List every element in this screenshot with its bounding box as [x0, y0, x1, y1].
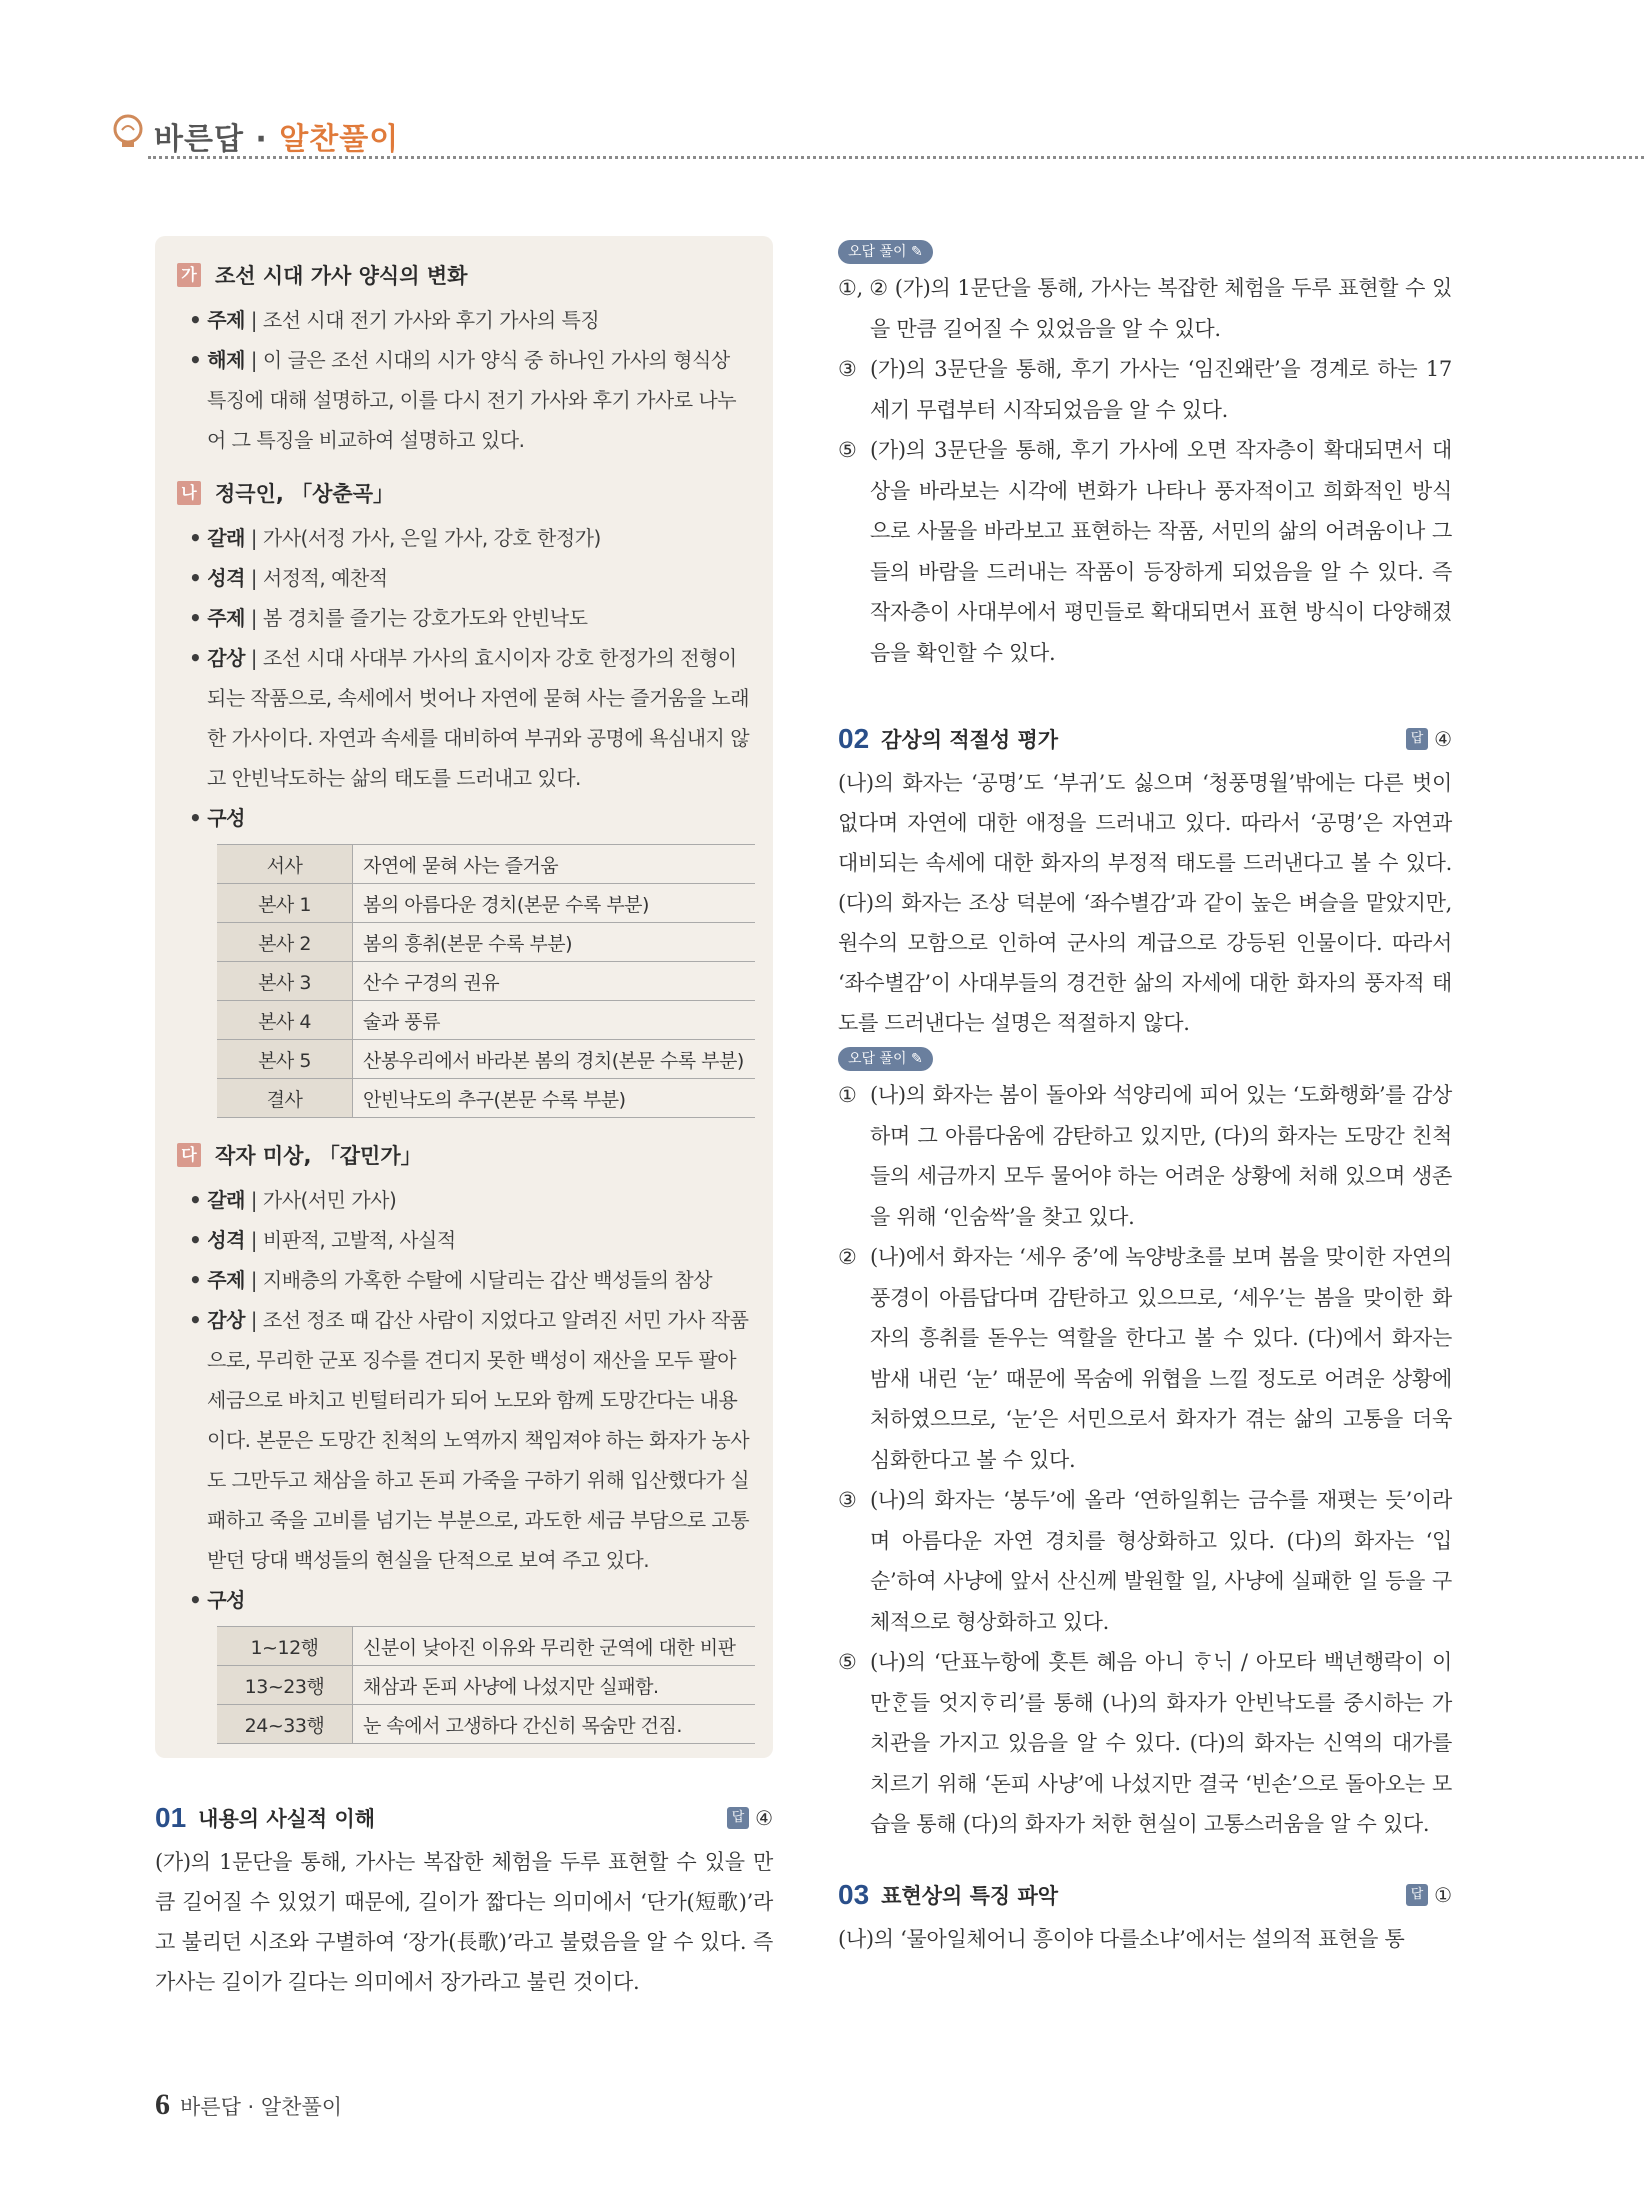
- question-title: 감상의 적절성 평가: [881, 728, 1059, 752]
- wrong-answer-item: [838, 1480, 1452, 1642]
- explanation-text: (나)의 화자는 ‘공명’도 ‘부귀’도 싫으며 ‘청풍명월’밖에는 다른 벗이 없다며 자연에 대한 애정을 드러내고 있다. 따라서 ‘공명’은 자연과 대비되는 속세에 대한 화자의 부정적 태도를 드러낸다고 볼 수 있다. (다)의 화자는 조상 덕분에 ‘좌수별감’과 같이 높은 벼슬을 맡았지만, 원수의 모함으로 인하여 군사의 계급으로 강등된 인물이다. 따라서 ‘좌수별감’이 사대부들의 경건한 삶의 자세에 대한 화자의 풍자적 태도를 드러낸다는 설명은 적절하지 않다.: [838, 771, 1452, 1035]
- structure-content: 봄의 아름다운 경치(본문 수록 부분): [353, 884, 756, 923]
- choice-number: ②: [838, 1245, 857, 1269]
- structure-content: 눈 속에서 고생하다 간신히 목숨만 건짐.: [353, 1705, 756, 1744]
- choice-number: ⑤: [838, 1650, 857, 1674]
- section-da-heading: [177, 1140, 751, 1170]
- section-tag: 나: [177, 481, 201, 505]
- struct-label: • 구성: [189, 806, 245, 830]
- answer-value: ①: [1434, 1882, 1452, 1907]
- commentary-box: [155, 236, 773, 1758]
- lightbulb-icon: [108, 112, 148, 152]
- structure-content: 산봉우리에서 바라본 봄의 경치(본문 수록 부분): [353, 1040, 756, 1079]
- choice-number: ①, ②: [838, 276, 888, 300]
- right-column: [838, 236, 1452, 1959]
- table-row: [217, 1627, 755, 1666]
- wrong-answer-item: [838, 349, 1452, 430]
- item-separator: |: [244, 606, 263, 630]
- table-row: [217, 1040, 755, 1079]
- choice-number: ③: [838, 1488, 857, 1512]
- question-number: 03: [838, 1878, 870, 1910]
- question-03: [838, 1879, 1452, 1959]
- header-title: 바른답 · 알찬풀이: [154, 122, 400, 157]
- item-text: 봄 경치를 즐기는 강호가도와 안빈낙도: [262, 606, 588, 630]
- structure-part: 결사: [217, 1079, 353, 1118]
- answer-value: ④: [1434, 727, 1452, 751]
- question-02: [838, 723, 1452, 1845]
- wrong-answer-item: [838, 430, 1452, 673]
- bullet: •: [189, 646, 202, 670]
- answer-indicator: [1406, 1883, 1452, 1907]
- answer-badge: 답: [727, 1807, 749, 1829]
- item-separator: |: [244, 1228, 263, 1252]
- section-ga-heading: [177, 260, 751, 290]
- choice-number: ⑤: [838, 438, 857, 462]
- structure-part: 본사 3: [217, 962, 353, 1001]
- question-01: [155, 1802, 773, 2002]
- item-label: 감상: [207, 646, 245, 670]
- table-row: [217, 845, 755, 884]
- info-item: [177, 340, 751, 460]
- item-label: 주제: [207, 308, 245, 332]
- page-number: 6: [155, 2088, 170, 2121]
- item-text: 조선 시대 전기 가사와 후기 가사의 특징: [262, 308, 600, 332]
- structure-part: 본사 1: [217, 884, 353, 923]
- section-tag: 가: [177, 263, 201, 287]
- item-label: 갈래: [207, 526, 245, 550]
- choice-number: ③: [838, 357, 857, 381]
- item-label: 갈래: [207, 1188, 245, 1212]
- info-item: [177, 638, 751, 798]
- structure-content: 안빈낙도의 추구(본문 수록 부분): [353, 1079, 756, 1118]
- item-separator: |: [244, 308, 263, 332]
- structure-part: 13~23행: [217, 1666, 353, 1705]
- structure-table: [217, 1626, 755, 1744]
- info-item: [177, 558, 751, 598]
- table-row: [217, 1079, 755, 1118]
- table-row: [217, 1001, 755, 1040]
- structure-part: 1~12행: [217, 1627, 353, 1666]
- item-separator: |: [244, 526, 263, 550]
- footer-label: 바른답 · 알찬풀이: [180, 2095, 343, 2119]
- wrong-answer-text: (가)의 1문단을 통해, 가사는 복잡한 체험을 두루 표현할 수 있을 만큼 길어질 수 있었음을 알 수 있다.: [870, 276, 1452, 341]
- table-row: [217, 962, 755, 1001]
- answer-indicator: [1406, 727, 1452, 751]
- item-separator: |: [244, 1308, 263, 1332]
- info-item: [177, 598, 751, 638]
- wrong-answer-text: (나)에서 화자는 ‘세우 중’에 녹양방초를 보며 봄을 맞이한 자연의 풍경이 아름답다며 감탄하고 있으므로, ‘세우’는 봄을 맞이한 화자의 흥취를 돋우는 역할을 한다고 볼 수 있다. (다)에서 화자는 밤새 내린 ‘눈’ 때문에 목숨에 위협을 느낄 정도로 어려운 상황에 처하였으므로, ‘눈’은 서민으로서 화자가 겪는 삶의 고통을 더욱 심화한다고 볼 수 있다.: [870, 1245, 1452, 1472]
- item-text: 이 글은 조선 시대의 시가 양식 중 하나인 가사의 형식상 특징에 대해 설명하고, 이를 다시 전기 가사와 후기 가사로 나누어 그 특징을 비교하여 설명하고 있다.: [207, 348, 737, 452]
- page-header: [108, 108, 1648, 158]
- item-label: 해제: [207, 348, 245, 372]
- bullet: •: [189, 566, 202, 590]
- bullet: •: [189, 348, 202, 372]
- structure-content: 술과 풍류: [353, 1001, 756, 1040]
- info-item: [177, 1300, 751, 1580]
- table-row: [217, 1705, 755, 1744]
- table-row: [217, 923, 755, 962]
- structure-part: 24~33행: [217, 1705, 353, 1744]
- table-row: [217, 884, 755, 923]
- answer-indicator: [727, 1806, 773, 1830]
- bullet: •: [189, 308, 202, 332]
- item-separator: |: [244, 566, 263, 590]
- structure-part: 본사 4: [217, 1001, 353, 1040]
- item-label: 성격: [207, 566, 245, 590]
- item-text: 비판적, 고발적, 사실적: [262, 1228, 456, 1252]
- structure-content: 봄의 흥취(본문 수록 부분): [353, 923, 756, 962]
- answer-value: ④: [755, 1806, 773, 1830]
- wrong-answer-text: (나)의 화자는 봄이 돌아와 석양리에 피어 있는 ‘도화행화’를 감상하며 그 아름다움에 감탄하고 있지만, (다)의 화자는 도망간 친척들의 세금까지 모두 물어야 하는 어려운 상황에 처해 있으며 생존을 위해 ‘인숨싹’을 찾고 있다.: [870, 1083, 1452, 1229]
- answer-badge: 답: [1406, 1884, 1428, 1906]
- structure-part: 본사 2: [217, 923, 353, 962]
- wrong-answer-text: (가)의 3문단을 통해, 후기 가사에 오면 작자층이 확대되면서 대상을 바라보는 시각에 변화가 나타나 풍자적이고 희화적인 방식으로 사물을 바라보고 표현하는 작품, 서민의 삶의 어려움이나 그들의 바람을 드러내는 작품이 등장하게 되었음을 알 수 있다. 즉 작자층이 사대부에서 평민들로 확대되면서 표현 방식이 다양해졌음을 확인할 수 있다.: [870, 438, 1452, 665]
- info-item: [177, 518, 751, 558]
- question-heading: [838, 1879, 1452, 1911]
- section-na-heading: [177, 478, 751, 508]
- bullet: •: [189, 1188, 202, 1212]
- item-text: 가사(서민 가사): [262, 1188, 397, 1212]
- info-item: [177, 300, 751, 340]
- section-title: 정극인, 「상춘곡」: [215, 482, 395, 506]
- wrong-answer-item: [838, 1075, 1452, 1237]
- question-heading: [838, 723, 1452, 755]
- struct-label: • 구성: [189, 1588, 245, 1612]
- item-text: 조선 시대 사대부 가사의 효시이자 강호 한정가의 전형이 되는 작품으로, 속세에서 벗어나 자연에 묻혀 사는 즐거움을 노래한 가사이다. 자연과 속세를 대비하여 부귀와 공명에 욕심내지 않고 안빈낙도하는 삶의 태도를 드러내고 있다.: [207, 646, 750, 790]
- wrong-answer-text: (나)의 ‘단표누항에 흣튼 혜음 아니 ᄒᆞᄂᆡ / 아모타 백년행락이 이만ᄒᆞᆫ들 엇지ᄒᆞ리’를 통해 (나)의 화자가 안빈낙도를 중시하는 가치관을 가지고 있음을 알 수 있다. (다)의 화자는 신역의 대가를 치르기 위해 ‘돈피 사냥’에 나섰지만 결국 ‘빈손’으로 돌아오는 모습을 통해 (다)의 화자가 처한 현실이 고통스러움을 알 수 있다.: [870, 1650, 1452, 1836]
- item-separator: |: [244, 1268, 263, 1292]
- section-tag: 다: [177, 1143, 201, 1167]
- item-label: 주제: [207, 606, 245, 630]
- wrong-answer-text: (나)의 화자는 ‘봉두’에 올라 ‘연하일휘는 금수를 재폇는 듯’이라며 아름다운 자연 경치를 형상화하고 있다. (다)의 화자는 ‘입순’하여 사냥에 앞서 산신께 발원할 일, 사냥에 실패한 일 등을 구체적으로 형상화하고 있다.: [870, 1488, 1452, 1634]
- question-title: 표현상의 특징 파악: [881, 1883, 1059, 1908]
- answer-badge: 답: [1406, 728, 1428, 750]
- bullet: •: [189, 1228, 202, 1252]
- item-separator: |: [244, 1188, 263, 1212]
- structure-part: 서사: [217, 845, 353, 884]
- section-title: 조선 시대 가사 양식의 변화: [215, 264, 468, 288]
- bullet: •: [189, 606, 202, 630]
- item-label: 감상: [207, 1308, 245, 1332]
- item-text: 조선 정조 때 갑산 사람이 지었다고 알려진 서민 가사 작품으로, 무리한 군포 징수를 견디지 못한 백성이 재산을 모두 팔아 세금으로 바치고 빈털터리가 되어 노모와 함께 도망간다는 내용이다. 본문은 도망간 친척의 노역까지 책임져야 하는 화자가 농사도 그만두고 채삼을 하고 돈피 가죽을 구하기 위해 입산했다가 실패하고 죽을 고비를 넘기는 부분으로, 과도한 세금 부담으로 고통받던 당대 백성들의 현실을 단적으로 보여 주고 있다.: [207, 1308, 750, 1572]
- item-separator: |: [244, 348, 263, 372]
- item-text: 지배층의 가혹한 수탈에 시달리는 갑산 백성들의 참상: [262, 1268, 713, 1292]
- bullet: •: [189, 1268, 202, 1292]
- question-01-wrong: [838, 236, 1452, 673]
- item-separator: |: [244, 646, 263, 670]
- left-column: [155, 236, 773, 2002]
- explanation-text: (가)의 1문단을 통해, 가사는 복잡한 체험을 두루 표현할 수 있을 만큼 길어질 수 있었기 때문에, 길이가 짧다는 의미에서 ‘단가(短歌)’라고 불리던 시조와 구별하여 ‘장가(長歌)’라고 불렸음을 알 수 있다. 즉 가사는 길이가 길다는 의미에서 장가라고 불린 것이다.: [155, 1850, 773, 1994]
- section-title: 작자 미상, 「갑민가」: [215, 1144, 422, 1168]
- wrong-answer-item: [838, 1237, 1452, 1480]
- bullet: •: [189, 526, 202, 550]
- choice-number: ①: [838, 1083, 857, 1107]
- info-item: [177, 1220, 751, 1260]
- question-heading: [155, 1802, 773, 1834]
- structure-part: 본사 5: [217, 1040, 353, 1079]
- info-item: [177, 1180, 751, 1220]
- structure-content: 자연에 묻혀 사는 즐거움: [353, 845, 756, 884]
- structure-content: 신분이 낮아진 이유와 무리한 군역에 대한 비판: [353, 1627, 756, 1666]
- question-number: 01: [155, 1802, 187, 1833]
- wrong-answer-text: (가)의 3문단을 통해, 후기 가사는 ‘임진왜란’을 경계로 하는 17세기 무렵부터 시작되었음을 알 수 있다.: [870, 357, 1452, 422]
- question-number: 02: [838, 723, 870, 754]
- wrong-answer-item: [838, 268, 1452, 349]
- page-footer: [155, 2088, 342, 2122]
- wrong-answer-badge: 오답 풀이 ✎: [838, 1047, 933, 1071]
- item-text: 서정적, 예찬적: [262, 566, 388, 590]
- structure-content: 채삼과 돈피 사냥에 나섰지만 실패함.: [353, 1666, 756, 1705]
- item-text: 가사(서정 가사, 은일 가사, 강호 한정가): [262, 526, 601, 550]
- header-dotted-rule: [148, 156, 1644, 159]
- question-title: 내용의 사실적 이해: [198, 1807, 376, 1831]
- table-row: [217, 1666, 755, 1705]
- bullet: •: [189, 1308, 202, 1332]
- structure-table: [217, 844, 755, 1118]
- item-label: 주제: [207, 1268, 245, 1292]
- structure-content: 산수 구경의 권유: [353, 962, 756, 1001]
- explanation-text: (나)의 ‘물아일체어니 흥이야 다를소냐’에서는 설의적 표현을 통: [838, 1926, 1405, 1951]
- wrong-answer-badge: 오답 풀이 ✎: [838, 240, 933, 264]
- item-label: 성격: [207, 1228, 245, 1252]
- info-item: [177, 1260, 751, 1300]
- wrong-answer-item: [838, 1642, 1452, 1845]
